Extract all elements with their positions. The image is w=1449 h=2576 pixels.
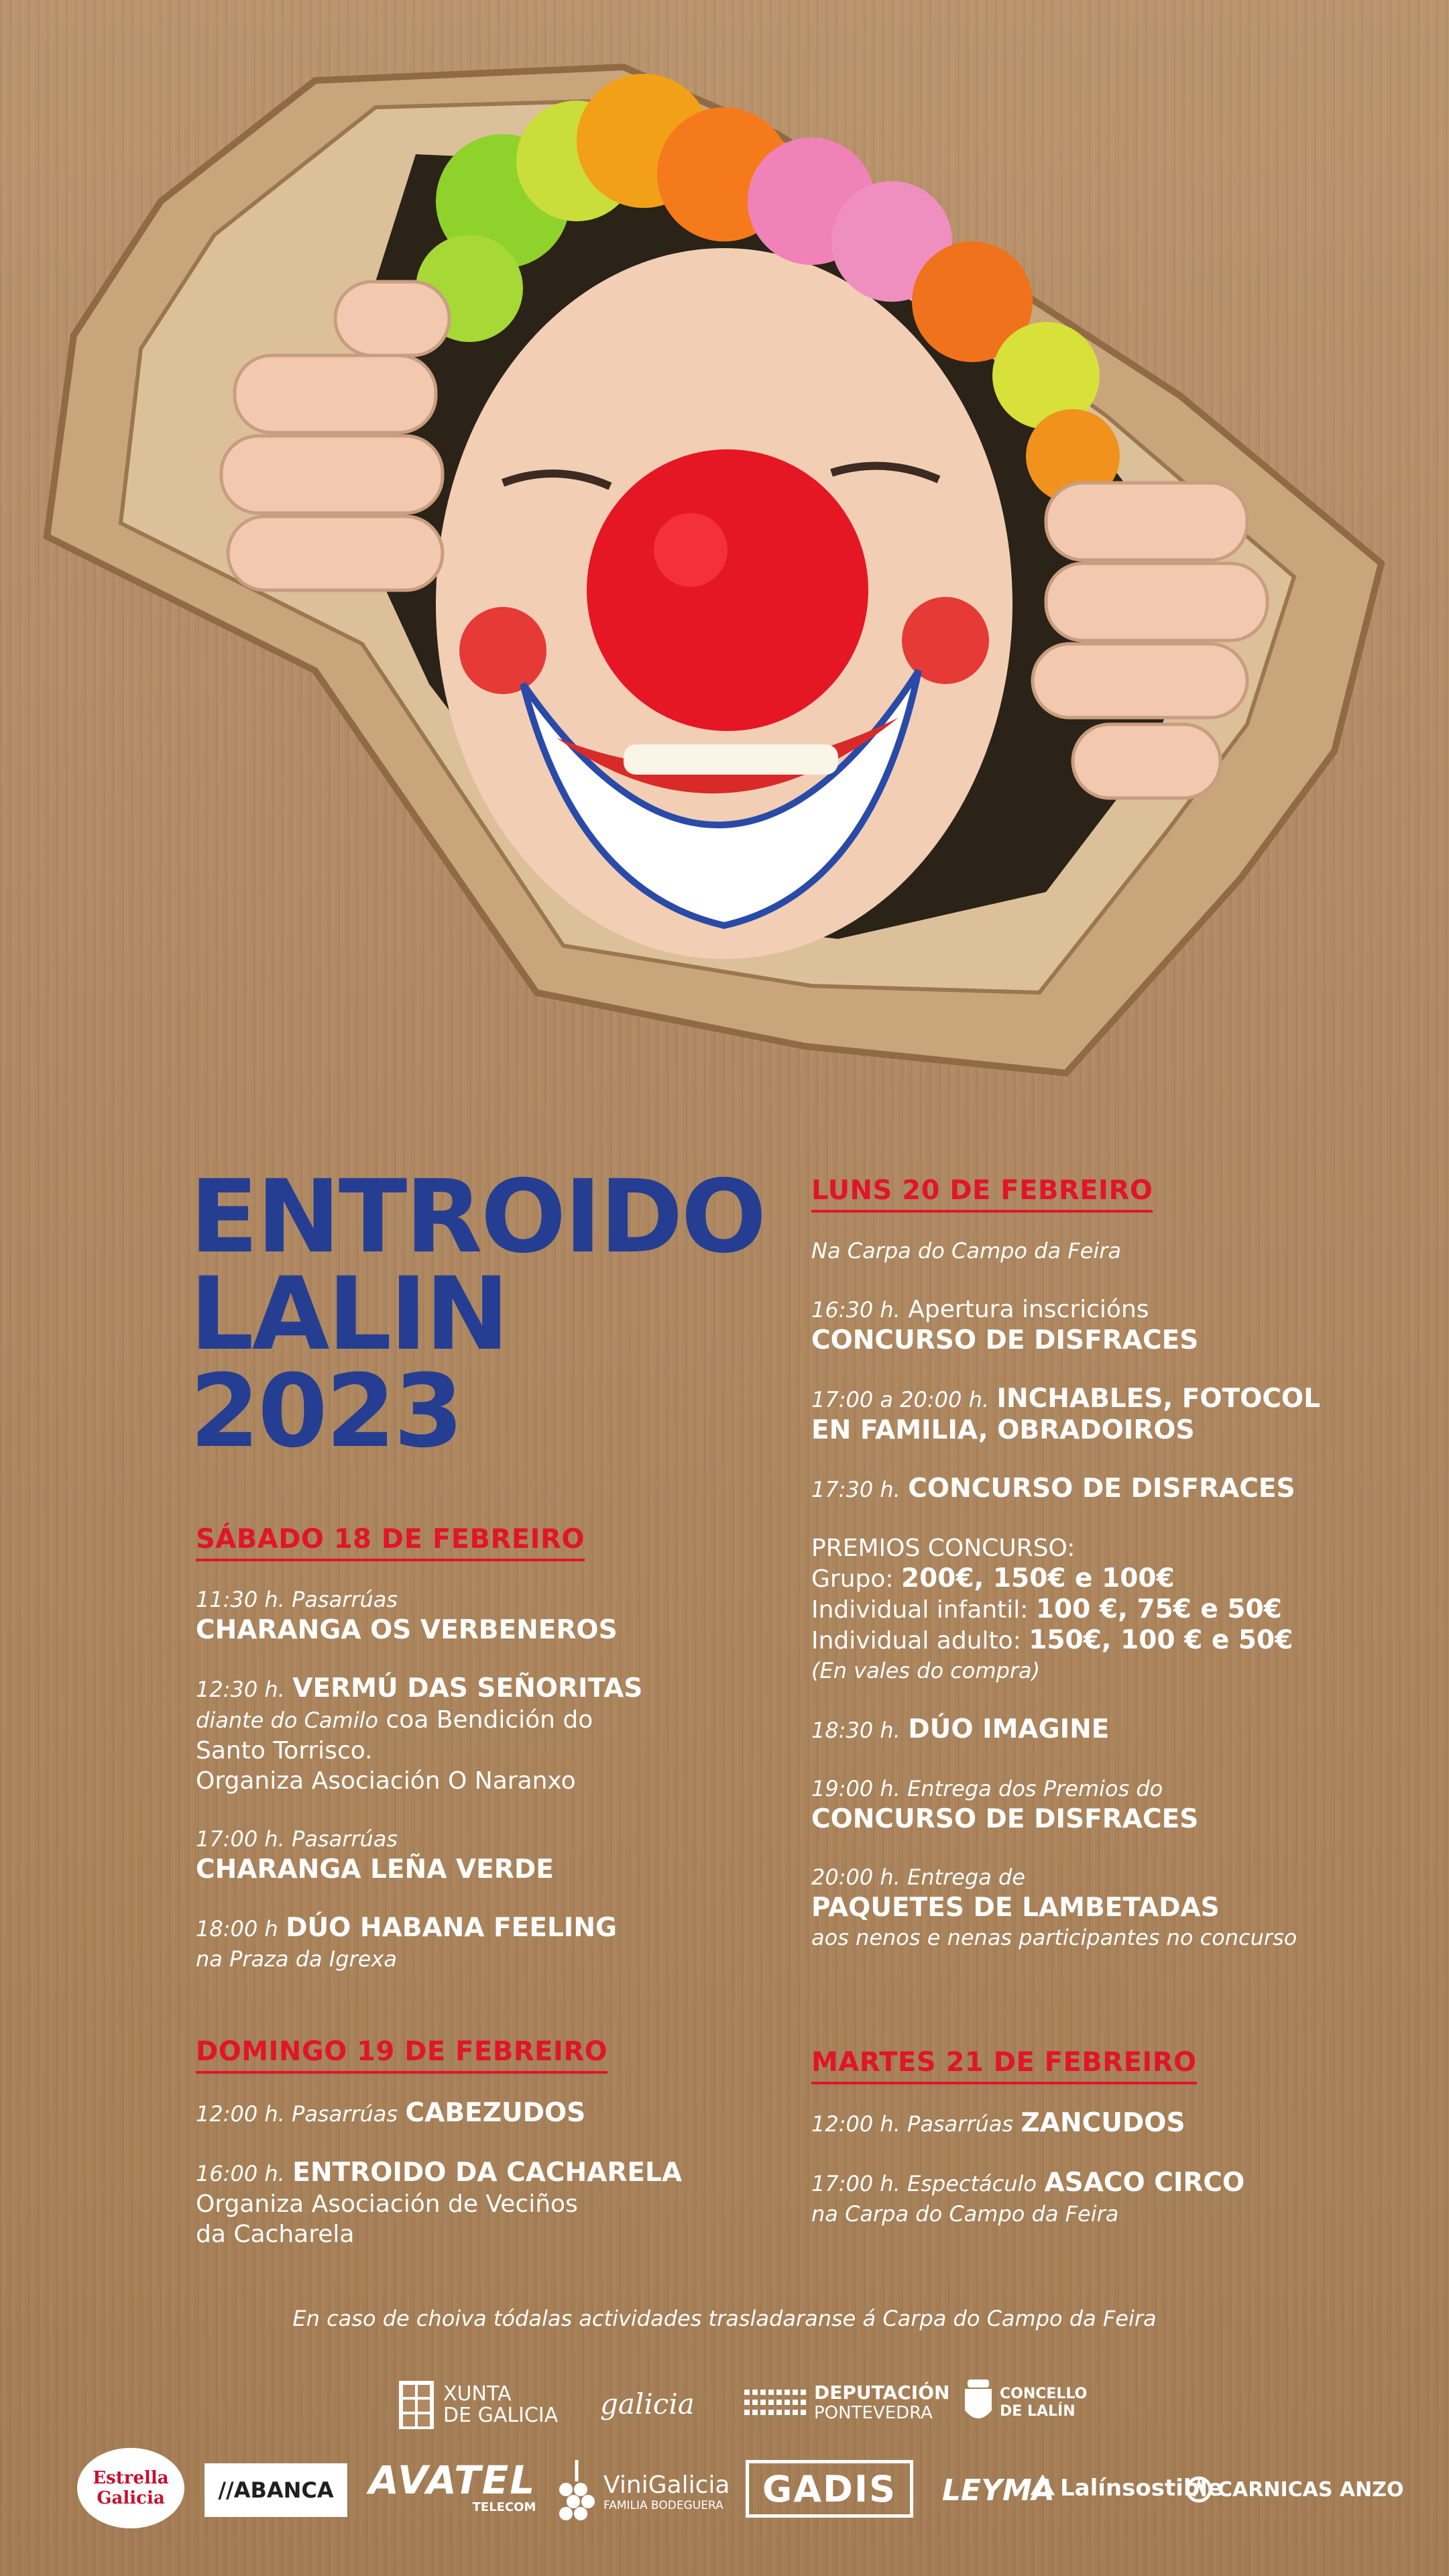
grapes-icon	[557, 2455, 599, 2528]
sun-event2-organizer2: da Cacharela	[196, 2221, 355, 2248]
carnicas-anzo-logo	[1185, 2476, 1403, 2503]
tuesday-header: MARTES 21 DE FEBREIRO	[811, 2047, 1197, 2084]
tue-event1-title: ZANCUDOS	[1021, 2108, 1185, 2138]
sat-event2-title: VERMÚ DAS SEÑORITAS	[292, 1673, 643, 1703]
mon-event1-sub: Apertura inscricións	[908, 1296, 1149, 1323]
clown-child-illustration	[0, 0, 1449, 1140]
concello-crest-icon	[962, 2379, 994, 2426]
deputacion-line2: PONTEVEDRA	[814, 2403, 933, 2423]
tue-event2-title: ASACO CIRCO	[1044, 2168, 1245, 2198]
mon-event5-title: CONCURSO DE DISFRACES	[811, 1804, 1199, 1834]
recycle-arrows-icon	[1029, 2475, 1056, 2502]
sunday-header: DOMINGO 19 DE FEBREIRO	[196, 2036, 607, 2074]
lalinsostible-name: Lalínsostible	[1060, 2475, 1223, 2502]
sun-event2-time: 16:00 h.	[196, 2161, 285, 2186]
sat-event2-detail: coa Bendición do	[386, 1706, 593, 1734]
mon-event1-time: 16:30 h.	[811, 1297, 901, 1323]
sun-event1-title: CABEZUDOS	[405, 2098, 586, 2128]
sat-event1-time: 11:30 h. Pasarrúas	[196, 1587, 398, 1612]
sat-event2-time: 12:30 h.	[196, 1677, 285, 1702]
sat-event3-title: CHARANGA LEÑA VERDE	[196, 1854, 554, 1885]
estrella-line2: Galicia	[97, 2488, 165, 2508]
estrella-line1: Estrella	[93, 2468, 169, 2488]
mon-prize3-value: 150€, 100 € e 50€	[1029, 1625, 1293, 1655]
mon-event2-title2: EN FAMILIA, OBRADOIROS	[811, 1415, 1195, 1445]
deputacion-logo	[744, 2383, 949, 2423]
vinigalicia-name: ViniGalicia	[603, 2471, 730, 2499]
sat-event2-organizer: Organiza Asociación O Naranxo	[196, 1767, 576, 1795]
xunta-line2: DE GALICIA	[443, 2404, 559, 2427]
rain-note: En caso de choiva tódalas actividades trasladaranse á Carpa do Campo da Feira	[292, 2306, 1157, 2331]
tue-event2-time: 17:00 h. Espectáculo	[811, 2171, 1037, 2196]
teeth	[624, 744, 838, 775]
mon-event4-time: 18:30 h.	[811, 1718, 901, 1743]
mon-prize2-value: 100 €, 75€ e 50€	[1035, 1594, 1282, 1624]
abanca-logo: //ABANCA	[205, 2463, 347, 2517]
mon-event6-time: 20:00 h. Entrega de	[811, 1864, 1025, 1890]
galicia-logo: galicia	[600, 2388, 695, 2420]
mon-prizes-note: (En vales do compra)	[811, 1658, 1041, 1683]
avatel-sub: TELECOM	[472, 2500, 536, 2514]
concello-logo	[962, 2379, 1087, 2426]
deputacion-line1: DEPUTACIÓN	[814, 2382, 950, 2404]
avatel-name: AVATEL	[369, 2457, 536, 2503]
saturday-header: SÁBADO 18 DE FEBREIRO	[196, 1524, 585, 1561]
mon-event1-title: CONCURSO DE DISFRACES	[811, 1325, 1199, 1355]
mon-event2-time: 17:00 a 20:00 h.	[811, 1387, 990, 1412]
title-line-3: 2023	[190, 1353, 462, 1470]
monday-schedule	[811, 1236, 1401, 1953]
mon-prize3-label: Individual adulto:	[811, 1627, 1021, 1655]
xunta-logo	[399, 2381, 558, 2429]
mon-prize1-label: Grupo:	[811, 1565, 894, 1593]
title-line-2: LALIN	[190, 1256, 508, 1373]
sat-event4-title: DÚO HABANA FEELING	[286, 1913, 617, 1943]
mon-event3-title: CONCURSO DE DISFRACES	[908, 1473, 1295, 1504]
anzo-emblem-icon	[1185, 2476, 1212, 2503]
title-line-1: ENTROIDO	[190, 1159, 765, 1276]
sun-event2-title: ENTROIDO DA CACHARELA	[292, 2158, 683, 2188]
mon-prize2-label: Individual infantil:	[811, 1596, 1029, 1624]
concello-line1: CONCELLO	[1000, 2386, 1088, 2402]
mon-venue: Na Carpa do Campo da Feira	[811, 1238, 1122, 1264]
xunta-line1: XUNTA	[443, 2382, 512, 2406]
vinigalicia-sub: FAMILIA BODEGUERA	[603, 2498, 723, 2512]
mon-event5-time: 19:00 h. Entrega dos Premios do	[811, 1776, 1163, 1801]
mon-prize1-value: 200€, 150€ e 100€	[901, 1563, 1175, 1593]
xunta-shield-icon	[399, 2381, 434, 2429]
concello-line2: DE LALÍN	[1000, 2403, 1076, 2420]
mon-event6-title: PAQUETES DE LAMBETADAS	[811, 1893, 1220, 1923]
sun-event1-time: 12:00 h. Pasarrúas	[196, 2101, 398, 2127]
saturday-schedule	[196, 1585, 719, 1974]
mon-prizes-heading: PREMIOS CONCURSO:	[811, 1534, 1076, 1562]
sat-event4-place: na Praza da Igrexa	[196, 1946, 397, 1972]
tue-event1-time: 12:00 h. Pasarrúas	[811, 2111, 1014, 2137]
clown-nose	[587, 449, 868, 731]
sat-event1-title: CHARANGA OS VERBENEROS	[196, 1615, 618, 1645]
sun-event2-organizer: Organiza Asociación de Veciños	[196, 2190, 578, 2218]
sunday-schedule	[196, 2098, 719, 2249]
vinigalicia-logo	[557, 2455, 730, 2528]
mon-event2-title: INCHABLES, FOTOCOL	[996, 1384, 1320, 1414]
tuesday-schedule	[811, 2108, 1401, 2229]
avatel-logo	[369, 2457, 536, 2514]
monday-header: LUNS 20 DE FEBREIRO	[811, 1175, 1153, 1213]
left-cheek	[459, 607, 546, 694]
tue-event2-place: na Carpa do Campo da Feira	[811, 2201, 1119, 2227]
sat-event2-place: diante do Camilo	[196, 1707, 379, 1733]
deputacion-dots-icon	[744, 2386, 809, 2420]
sat-event2-detail2: Santo Torrisco.	[196, 1737, 373, 1765]
mon-event3-time: 17:30 h.	[811, 1477, 901, 1502]
leyma-logo: LEYMA	[942, 2473, 1055, 2508]
mon-event6-sub: aos nenos e nenas participantes no concurso	[811, 1925, 1297, 1950]
mon-event4-title: DÚO IMAGINE	[908, 1714, 1110, 1744]
estrella-galicia-logo	[77, 2448, 184, 2528]
gadis-logo: GADIS	[746, 2460, 913, 2518]
sat-event4-time: 18:00 h	[196, 1916, 278, 1942]
sat-event3-time: 17:00 h. Pasarrúas	[196, 1826, 398, 1852]
anzo-name: CARNICAS ANZO	[1218, 2477, 1404, 2502]
